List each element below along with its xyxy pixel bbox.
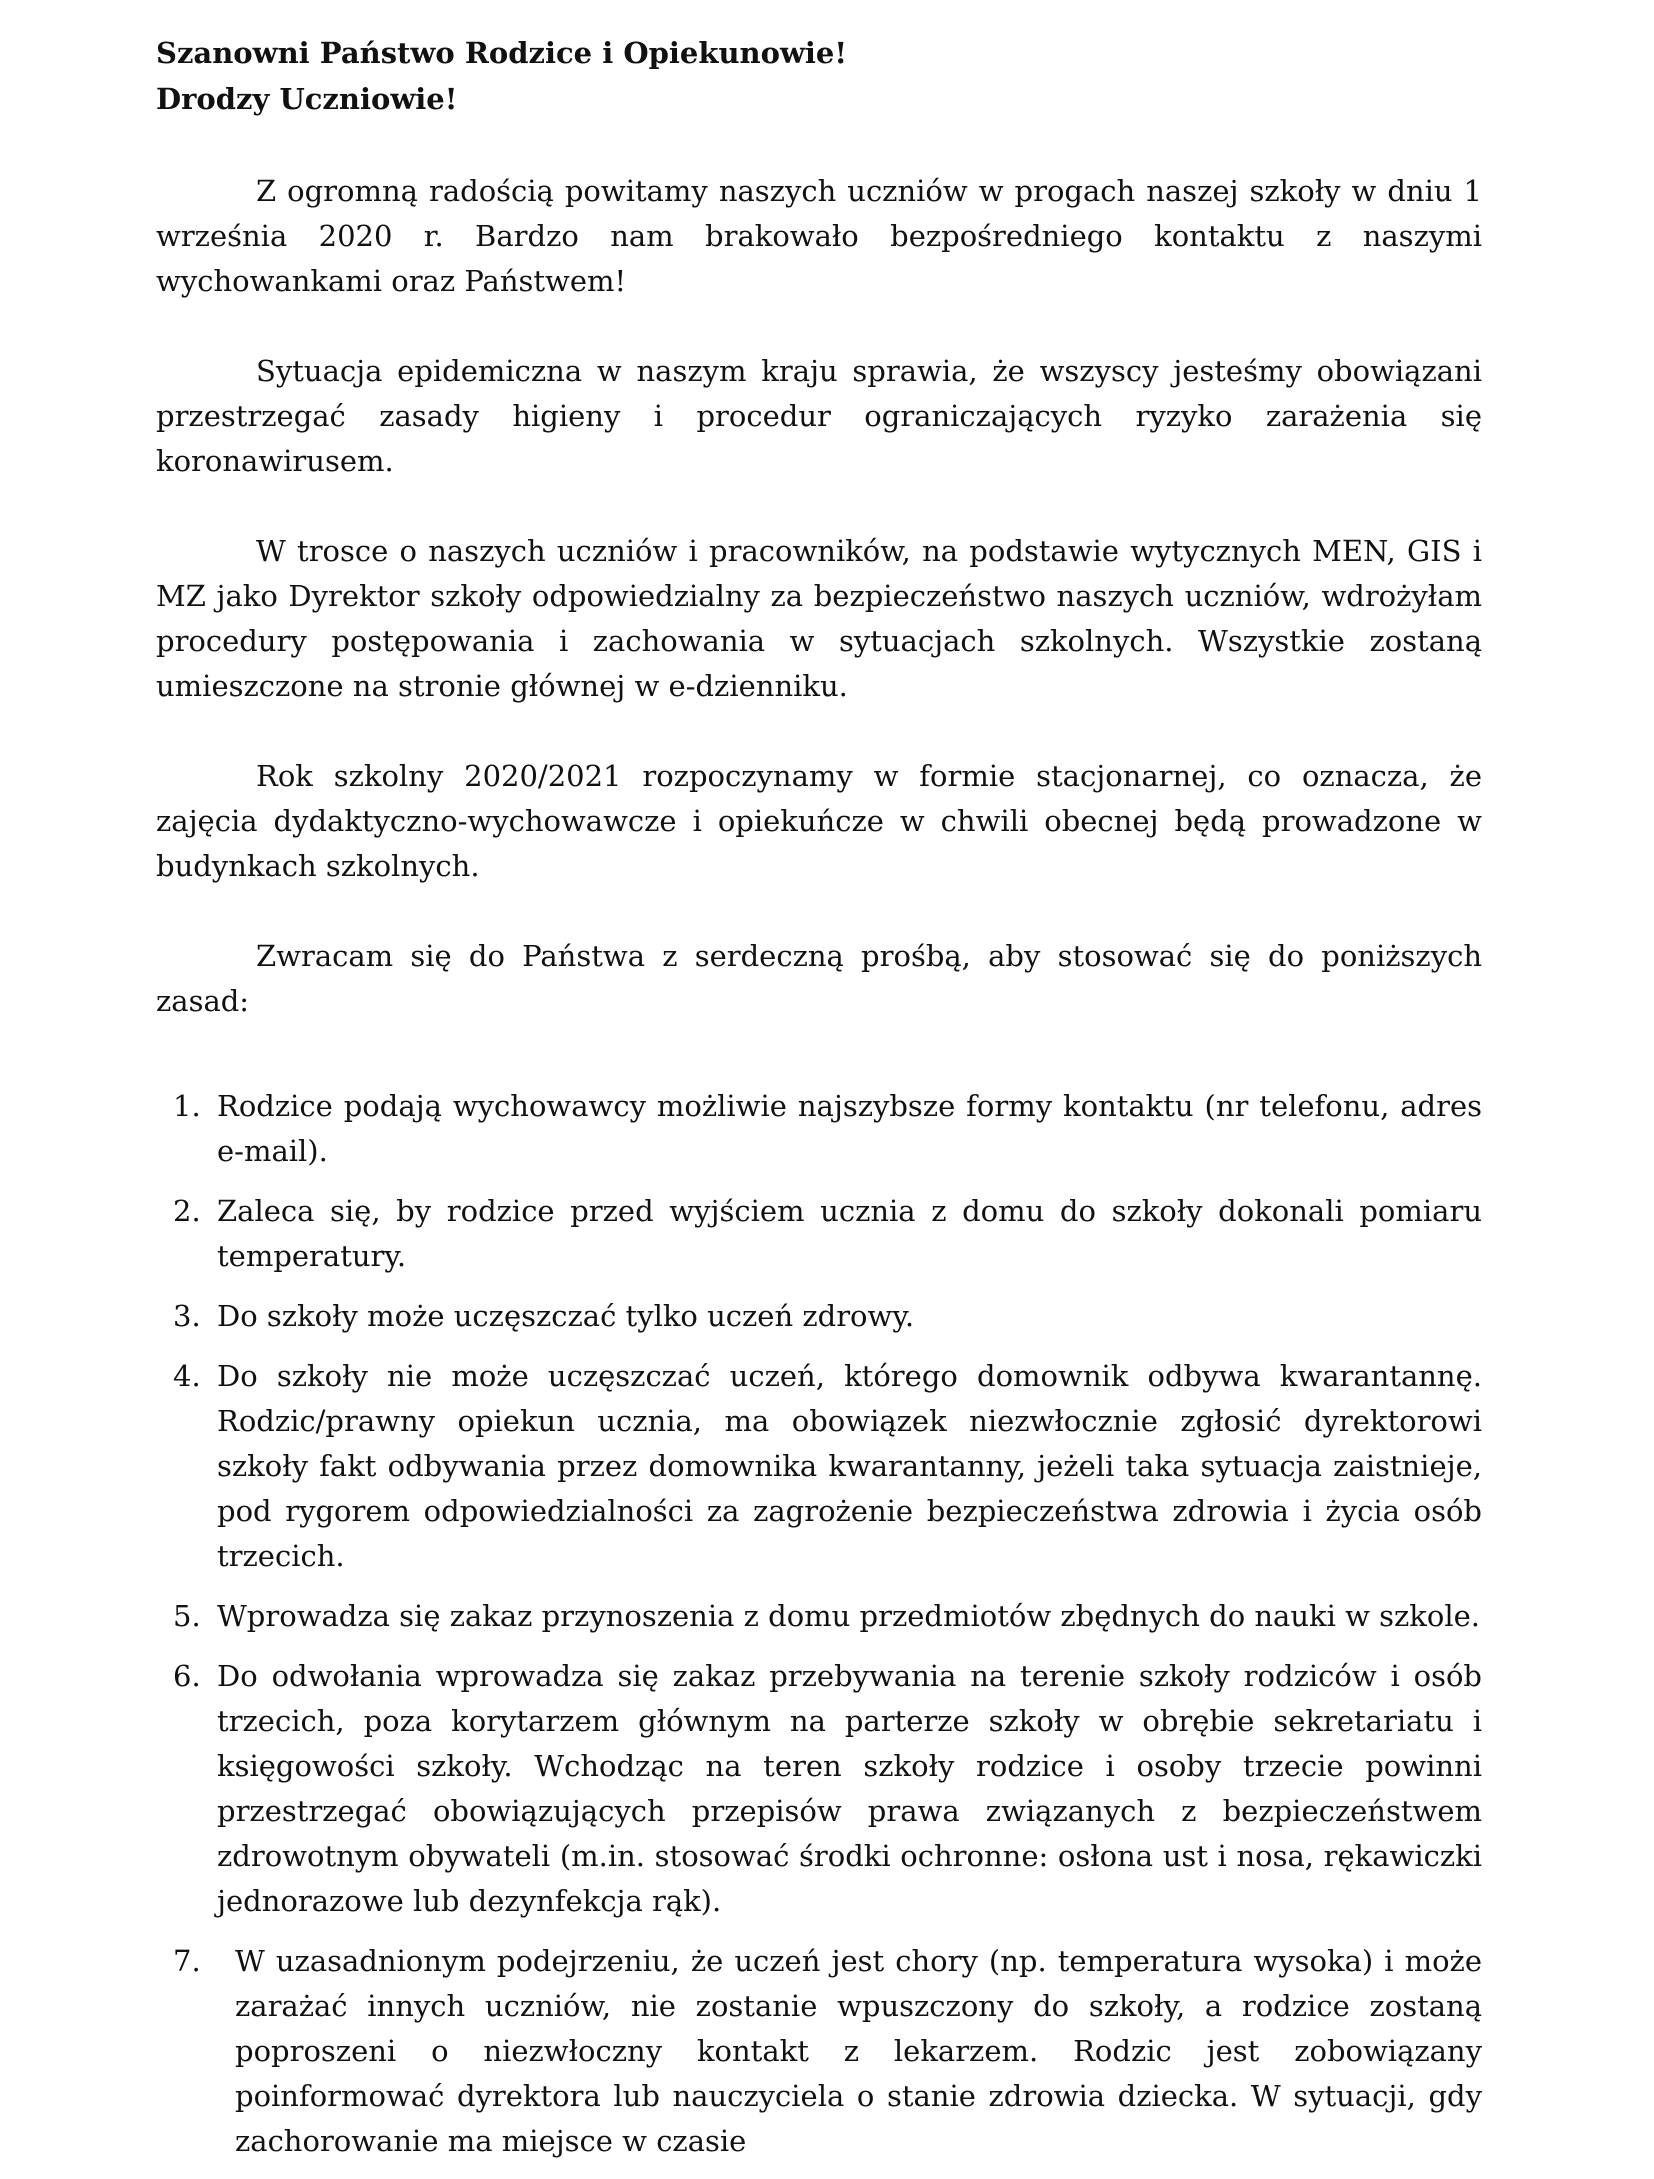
letter-page [156, 30, 1482, 2179]
list-item-text: Do odwołania wprowadza się zakaz przebywania na terenie szkoły rodziców i osób trzecich, poza korytarzem głównym na parterze szkoły w obrębie sekretariatu i księgowości szkoły. Wchodząc na teren szkoły rodzice i osoby trzecie powinni przestrzegać obowiązujących przepisów prawa związanych z bezpieczeństwem zdrowotnym obywateli (m.in. stosować środki ochronne: osłona ust i nosa, rękawiczki jednorazowe lub dezynfekcja rąk). [217, 1659, 1482, 1918]
list-number: 2. [173, 1194, 201, 1228]
paragraph-welcome: Z ogromną radością powitamy naszych uczniów w progach naszej szkoły w dniu 1 września 2020 r. Bardzo nam brakowało bezpośredniego kontaktu z naszymi wychowankami oraz Państwem! [156, 174, 1482, 298]
paragraph-request: Zwracam się do Państwa z serdeczną prośbą, aby stosować się do poniższych zasad: [156, 939, 1482, 1018]
list-number: 4. [173, 1359, 201, 1393]
list-item-text: Rodzice podają wychowawcy możliwie najszybsze formy kontaktu (nr telefonu, adres e-mail). [217, 1089, 1482, 1168]
list-number: 5. [173, 1599, 201, 1633]
list-item-text: W uzasadnionym podejrzeniu, że uczeń jest chory (np. temperatura wysoka) i może zarażać innych uczniów, nie zostanie wpuszczony do szkoły, a rodzice zostaną poproszeni o niezwłoczny kontakt z lekarzem. Rodzic jest zobowiązany poinformować dyrektora lub nauczyciela o stanie zdrowia dziecka. W sytuacji, gdy zachorowanie ma miejsce w czasie [235, 1944, 1482, 2158]
list-number: 6. [173, 1659, 201, 1693]
list-item-text: Wprowadza się zakaz przynoszenia z domu przedmiotów zbędnych do nauki w szkole. [217, 1599, 1480, 1633]
list-item-text: Do szkoły może uczęszczać tylko uczeń zdrowy. [217, 1299, 915, 1333]
greeting-parents: Szanowni Państwo Rodzice i Opiekunowie! [156, 36, 848, 70]
list-item [156, 1354, 1482, 1579]
list-item [156, 1189, 1482, 1279]
list-item [156, 1084, 1482, 1174]
list-number: 7. [173, 1944, 201, 1978]
list-item [156, 1939, 1482, 2164]
list-number: 1. [173, 1089, 201, 1123]
paragraph-procedures: W trosce o naszych uczniów i pracowników, na podstawie wytycznych MEN, GIS i MZ jako Dyrektor szkoły odpowiedzialny za bezpieczeństwo naszych uczniów, wdrożyłam procedury postępowania i zachowania w sytuacjach szkolnych. Wszystkie zostaną umieszczone na stronie głównej w e-dzienniku. [156, 534, 1482, 703]
list-item-text: Do szkoły nie może uczęszczać uczeń, którego domownik odbywa kwarantannę. Rodzic/prawny opiekun ucznia, ma obowiązek niezwłocznie zgłosić dyrektorowi szkoły fakt odbywania przez domownika kwarantanny, jeżeli taka sytuacja zaistnieje, pod rygorem odpowiedzialności za zagrożenie bezpieczeństwa zdrowia i życia osób trzecich. [217, 1359, 1482, 1573]
list-item [156, 1654, 1482, 1924]
paragraph-epidemic: Sytuacja epidemiczna w naszym kraju sprawia, że wszyscy jesteśmy obowiązani przestrzegać zasady higieny i procedur ograniczających ryzyko zarażenia się koronawirusem. [156, 354, 1482, 478]
list-number: 3. [173, 1299, 201, 1333]
list-item [156, 1594, 1482, 1639]
greeting-students: Drodzy Uczniowie! [156, 82, 458, 116]
list-item [156, 1294, 1482, 1339]
paragraph-school-year: Rok szkolny 2020/2021 rozpoczynamy w formie stacjonarnej, co oznacza, że zajęcia dydaktyczno-wychowawcze i opiekuńcze w chwili obecnej będą prowadzone w budynkach szkolnych. [156, 759, 1482, 883]
list-item-text: Zaleca się, by rodzice przed wyjściem ucznia z domu do szkoły dokonali pomiaru temperatury. [217, 1194, 1482, 1273]
rules-list [156, 1084, 1482, 2164]
